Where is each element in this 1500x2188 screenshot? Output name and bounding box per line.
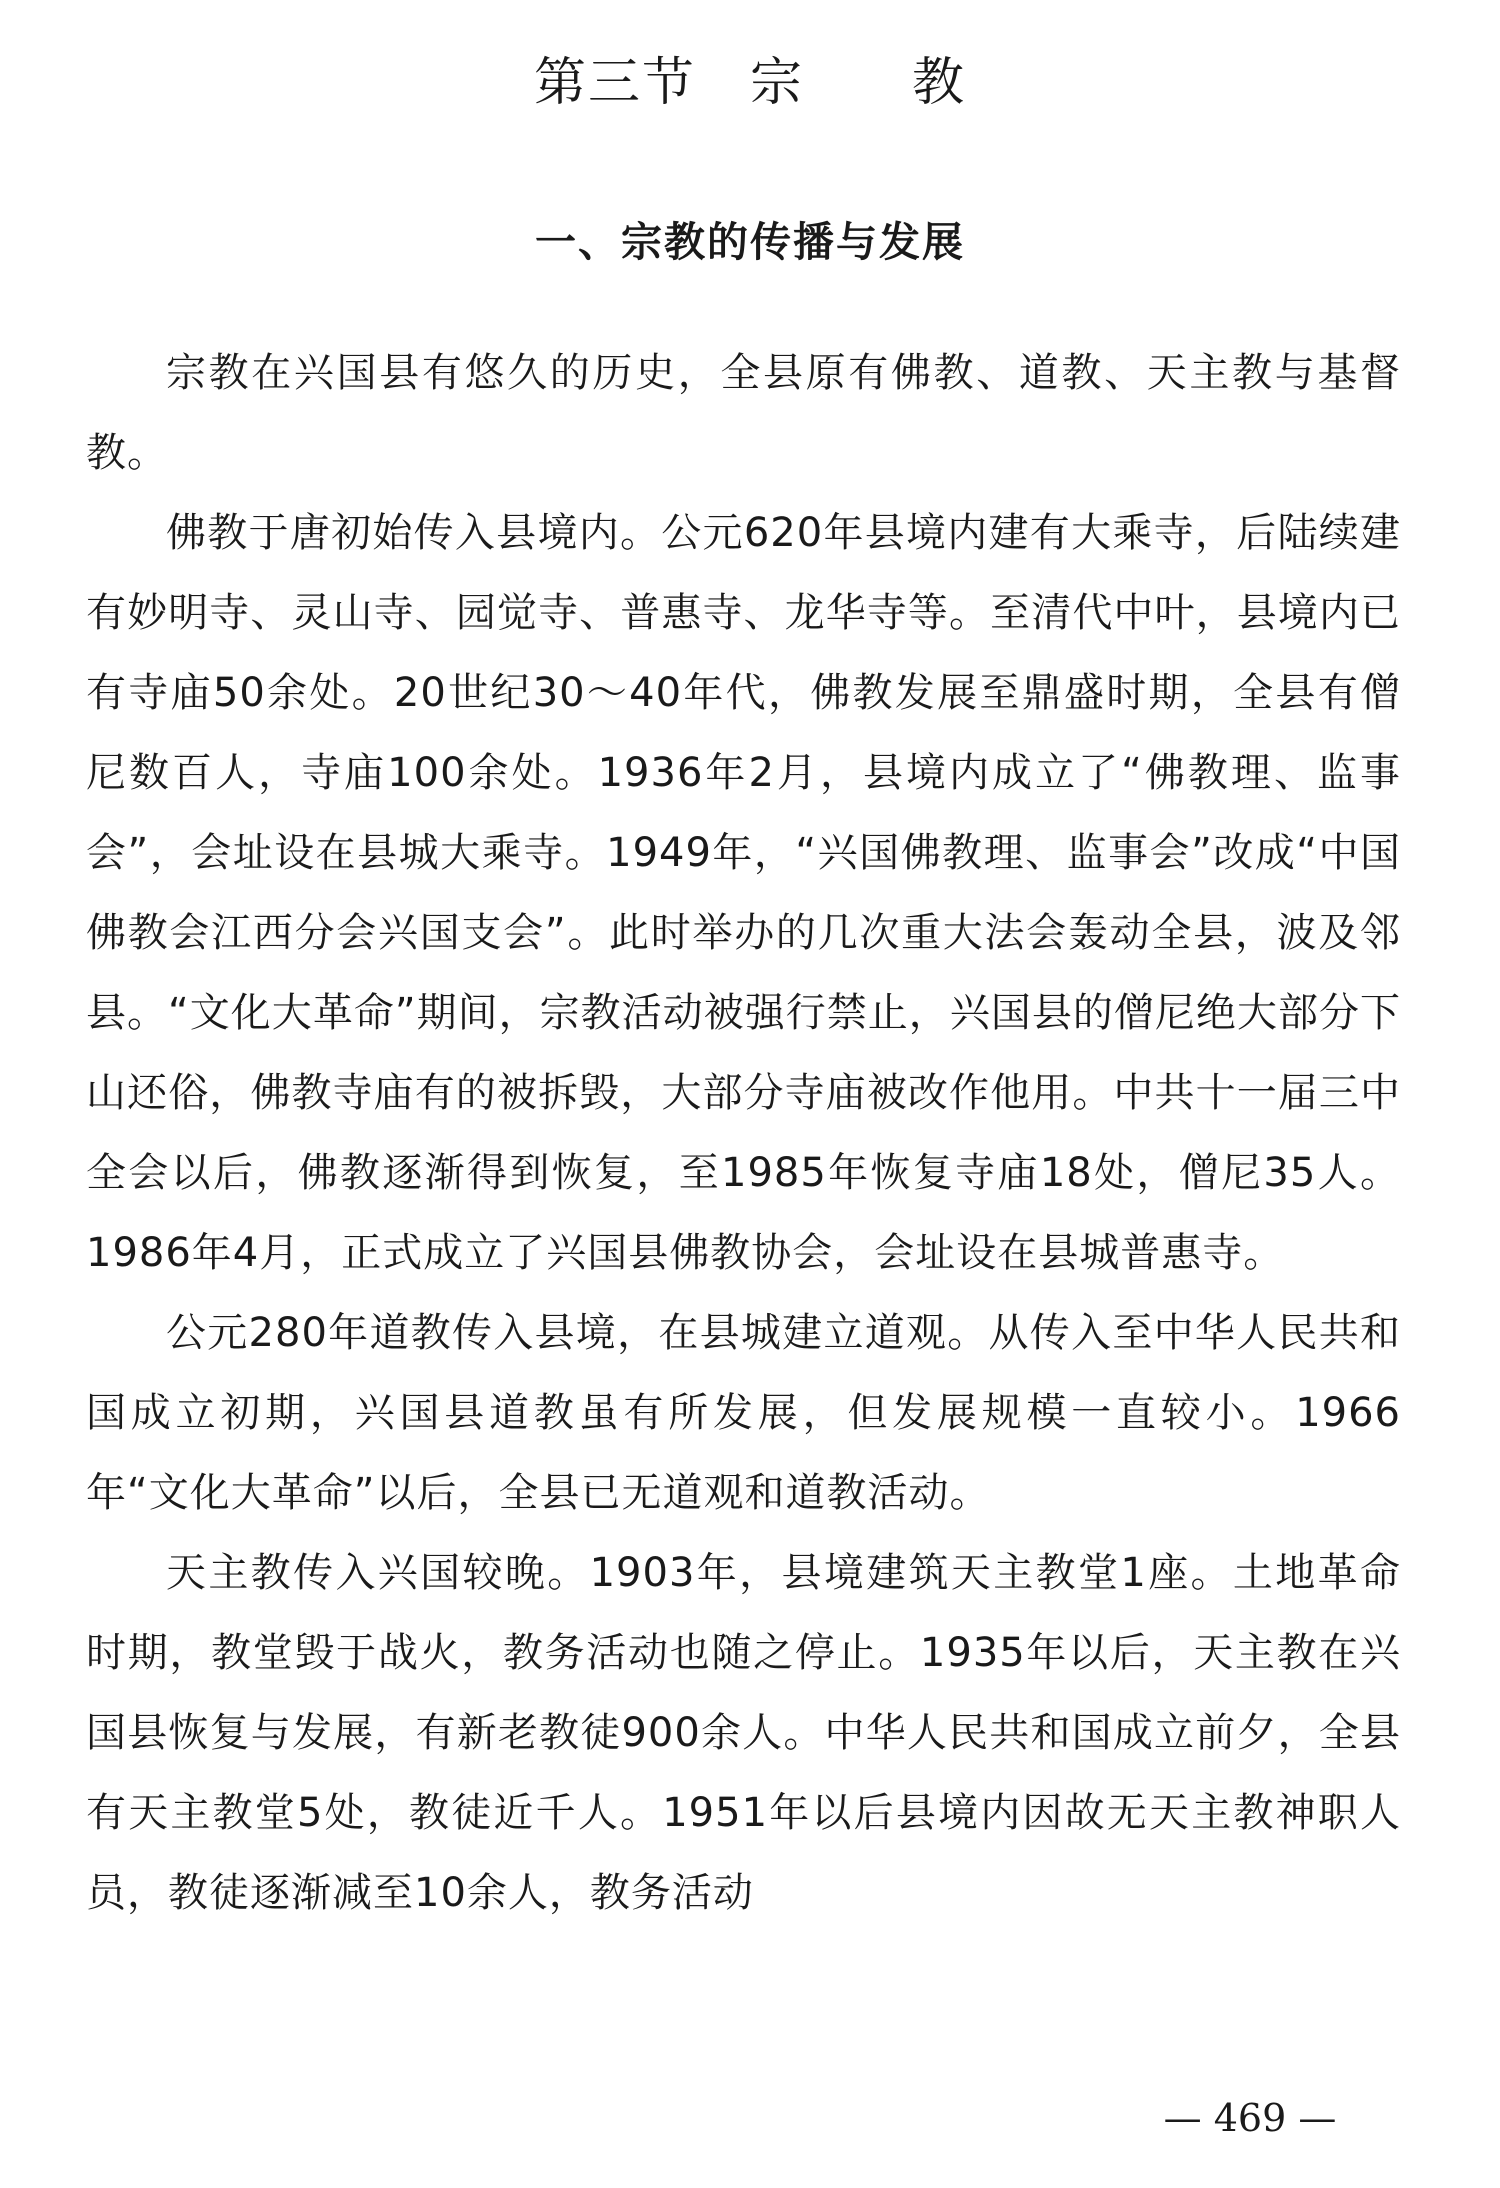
paragraph-intro: 宗教在兴国县有悠久的历史，全县原有佛教、道教、天主教与基督教。 (86, 350, 1401, 476)
section-title: 第三节 宗 教 (533, 53, 966, 113)
paragraph-buddhism: 佛教于唐初始传入县境内。公元620年县境内建有大乘寺，后陆续建有妙明寺、灵山寺、园觉寺、普惠寺、龙华寺等。至清代中叶，县境内已有寺庙50余处。20世纪30～40年代，佛教发展至鼎盛时期，全县有僧尼数百人，寺庙100余处。1936年2月，县境内成立了“佛教理、监事会”，会址设在县城大乘寺。1949年，“兴国佛教理、监事会”改成“中国佛教会江西分会兴国支会”。此时举办的几次重大法会轰动全县，波及邻县。“文化大革命”期间，宗教活动被强行禁止，兴国县的僧尼绝大部分下山还俗，佛教寺庙有的被拆毁，大部分寺庙被改作他用。中共十一届三中全会以后，佛教逐渐得到恢复，至1985年恢复寺庙18处，僧尼35人。1986年4月，正式成立了兴国县佛教协会，会址设在县城普惠寺。 (86, 510, 1401, 1276)
paragraph-catholicism: 天主教传入兴国较晚。1903年，县境建筑天主教堂1座。土地革命时期，教堂毁于战火，教务活动也随之停止。1935年以后，天主教在兴国县恢复与发展，有新老教徒900余人。中华人民共和国成立前夕，全县有天主教堂5处，教徒近千人。1951年以后县境内因故无天主教神职人员，教徒逐渐减至10余人，教务活动 (86, 1550, 1401, 1916)
body-text (86, 333, 1401, 1933)
subsection-title: 一、宗教的传播与发展 (535, 218, 965, 266)
page-number: — 469 — (1163, 2096, 1337, 2140)
paragraph-taoism: 公元280年道教传入县境，在县城建立道观。从传入至中华人民共和国成立初期，兴国县道教虽有所发展，但发展规模一直较小。1966年“文化大革命”以后，全县已无道观和道教活动。 (86, 1310, 1401, 1516)
